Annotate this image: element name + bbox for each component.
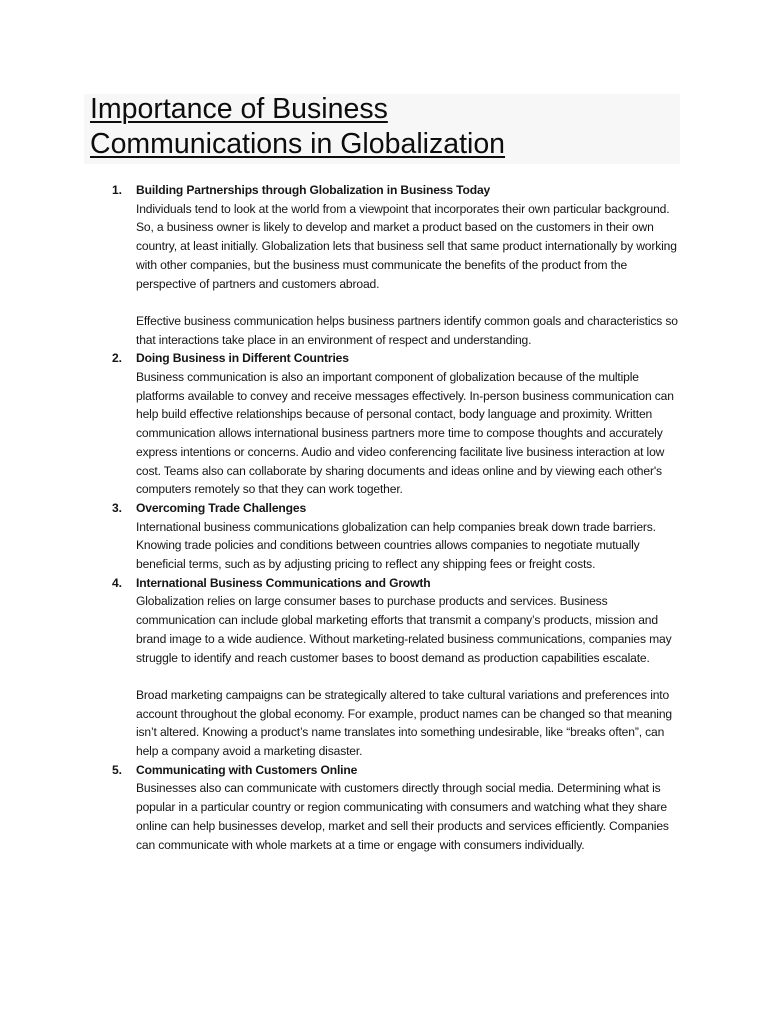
section-heading: Doing Business in Different Countries <box>136 351 349 366</box>
section-paragraph: Globalization relies on large consumer bases to purchase products and services. Business communication can include global marketing efforts that transmit a company’s products, mission and brand image to a wide audience. Without marketing-related business communications, companies may struggle to identify and reach customer bases to boost demand as production capabilities escalate. <box>136 594 672 665</box>
section-paragraph: Broad marketing campaigns can be strategically altered to take cultural variations and preferences into account throughout the global economy. For example, product names can be changed so that meaning isn’t altered. Knowing a product’s name translates into something undesirable, like “breaks often”, can help a company avoid a marketing disaster. <box>136 687 672 759</box>
title-line-1: Importance of Business <box>90 93 388 125</box>
section-heading: Building Partnerships through Globalization in Business Today <box>136 183 491 197</box>
section-number: 4. <box>112 575 122 590</box>
section-number: 1. <box>112 183 122 197</box>
title-line-2: Communications in Globalization <box>90 128 506 160</box>
section-4 <box>108 574 688 761</box>
section-paragraph: Businesses also can communicate with customers directly through social media. Determining what is popular in a particular country or region communicating with consumers and watching what they share online can help businesses develop, market and sell their products and services efficiently. Companies can communicate with whole markets at a time or engage with consumers individually. <box>136 781 669 852</box>
section-heading: International Business Communications and Growth <box>136 575 431 590</box>
section-number: 5. <box>112 762 122 777</box>
section-5 <box>108 761 688 855</box>
section-paragraph: Business communication is also an important component of globalization because of the multiple platforms available to convey and receive messages effectively. In-person business communication can help build effective relationships because of personal contact, body language and proximity. Written communication allows international business partners more time to compose thoughts and accurately express intentions or concerns. Audio and video conferencing facilitate live business interaction at low cost. Teams also can collaborate by sharing documents and ideas online and by viewing each other's computers remotely so that they can work together. <box>136 370 674 497</box>
section-list <box>108 181 688 854</box>
section-paragraph: International business communications globalization can help companies break down trade barriers. Knowing trade policies and conditions between countries allows companies to negotiate mutually beneficial terms, such as by adjusting pricing to reflect any shipping fees or freight costs. <box>136 519 656 572</box>
section-number: 3. <box>112 500 122 515</box>
section-heading: Communicating with Customers Online <box>136 762 358 777</box>
section-heading: Overcoming Trade Challenges <box>136 500 307 515</box>
section-paragraph: Effective business communication helps business partners identify common goals and characteristics so that interactions take place in an environment of respect and understanding. <box>136 313 678 347</box>
section-1 <box>108 181 688 349</box>
section-paragraph: Individuals tend to look at the world from a viewpoint that incorporates their own particular background. So, a business owner is likely to develop and market a product based on the customers in their own country, at least initially. Globalization lets that business sell that same product internationally by working with other companies, but the business must communicate the benefits of the product from the perspective of partners and customers abroad. <box>136 201 677 291</box>
page-title <box>90 92 690 162</box>
section-3 <box>108 499 688 574</box>
section-2 <box>108 349 688 499</box>
section-number: 2. <box>112 351 122 366</box>
